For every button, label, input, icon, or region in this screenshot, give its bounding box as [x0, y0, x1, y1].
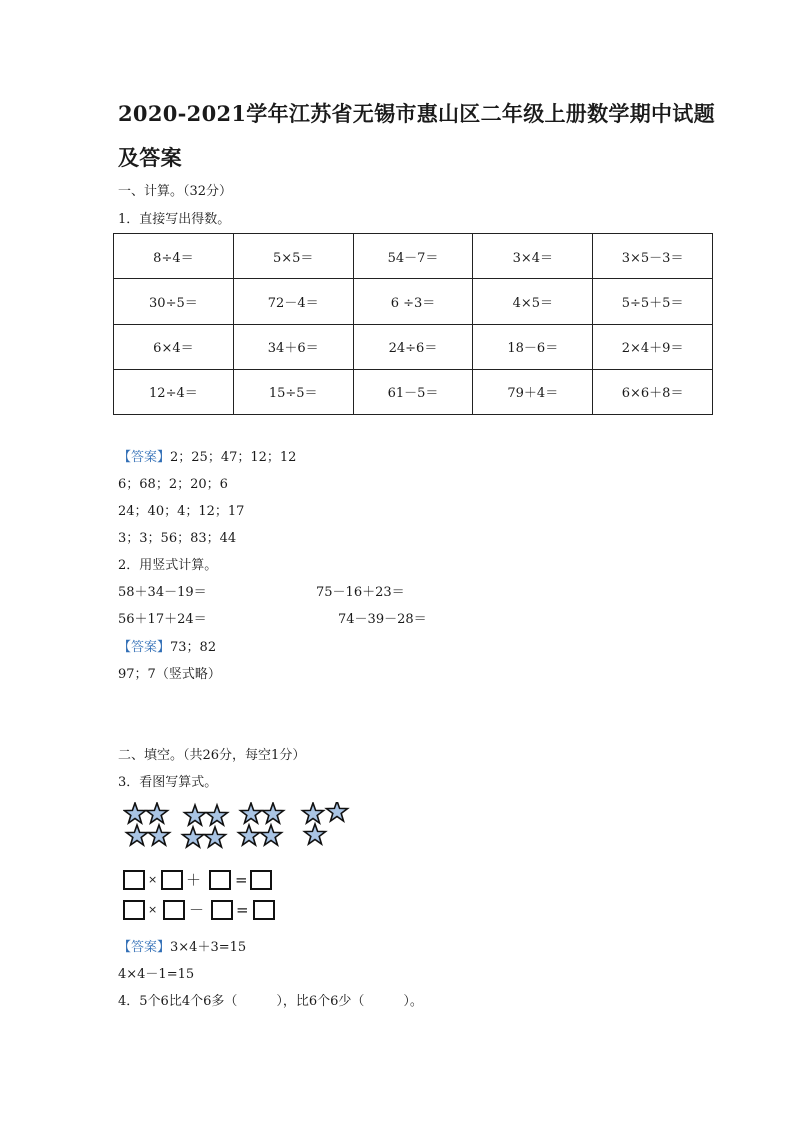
table-cell: 12÷4＝: [114, 369, 234, 414]
table-cell: 72－4＝: [233, 279, 353, 324]
stars-layer: [125, 802, 348, 847]
star-icon: [305, 824, 326, 844]
table-row: [114, 369, 713, 414]
star-icon: [239, 825, 260, 845]
star-icon: [147, 803, 168, 823]
answer-line: [118, 636, 216, 655]
table-cell: 2×4＋9＝: [593, 324, 713, 369]
table-cell: 5÷5＋5＝: [593, 279, 713, 324]
question-1: 1．直接写出得数。: [118, 212, 231, 227]
table-cell: 4×5＝: [473, 279, 593, 324]
answer-line: 6；68；2；20；6: [118, 477, 228, 492]
answer-box: [209, 870, 231, 890]
minus-sign: －: [189, 901, 205, 919]
table-cell: 8÷4＝: [114, 234, 234, 279]
calculation-table: [113, 233, 713, 415]
answer-line: 4×4－1=15: [118, 967, 195, 982]
answer-box: [253, 900, 275, 920]
answer-tag: 【答案】: [118, 640, 171, 655]
table-row: [114, 279, 713, 324]
equals-sign: =: [236, 901, 249, 919]
table-cell: 61－5＝: [353, 369, 473, 414]
question-2: 2．用竖式计算。: [118, 558, 218, 573]
star-groups-image: [123, 802, 363, 852]
star-icon: [125, 803, 146, 823]
table-row: [114, 324, 713, 369]
answer-line: 97；7（竖式略）: [118, 667, 221, 682]
star-icon: [261, 825, 282, 845]
star-icon: [303, 803, 324, 823]
expression: 74－39－28＝: [338, 612, 427, 627]
answer-text: 73；82: [170, 640, 217, 655]
table-cell: 15÷5＝: [233, 369, 353, 414]
star-icon: [207, 805, 228, 825]
equation-template-1: [123, 870, 283, 892]
page-title: 2020-2021学年江苏省无锡市惠山区二年级上册数学期中试题及答案: [118, 101, 715, 170]
table-cell: 3×5－3＝: [593, 234, 713, 279]
expression: 75－16＋23＝: [316, 585, 405, 600]
answer-box: [123, 900, 145, 920]
expression: 56＋17＋24＝: [118, 612, 207, 627]
table-cell: 6×4＝: [114, 324, 234, 369]
section-heading-2: 二、填空。（共26分，每空1分）: [118, 748, 306, 763]
table-cell: 34＋6＝: [233, 324, 353, 369]
answer-line: 24；40；4；12；17: [118, 504, 245, 519]
section-heading-1: 一、计算。（32分）: [118, 184, 233, 199]
star-icon: [127, 825, 148, 845]
times-sign: ×: [148, 873, 158, 886]
equation-template-2: [123, 900, 283, 922]
answer-tag: 【答案】: [118, 940, 171, 955]
star-icon: [205, 827, 226, 847]
answer-box: [163, 900, 185, 920]
star-icon: [327, 802, 348, 821]
expression: 58＋34－19＝: [118, 585, 207, 600]
answer-box: [161, 870, 183, 890]
table-cell: 3×4＝: [473, 234, 593, 279]
star-icon: [185, 805, 206, 825]
answer-box: [250, 870, 272, 890]
answer-tag: 【答案】: [118, 450, 171, 465]
answer-line: [118, 446, 296, 465]
question-4: 4．5个6比4个6多（ ），比6个6少（ ）。: [118, 994, 423, 1009]
table-cell: 24÷6＝: [353, 324, 473, 369]
table-cell: 5×5＝: [233, 234, 353, 279]
plus-sign: ＋: [186, 871, 202, 889]
answer-box: [211, 900, 233, 920]
table-cell: 18－6＝: [473, 324, 593, 369]
times-sign: ×: [148, 903, 158, 916]
table-row: [114, 234, 713, 279]
table-cell: 54－7＝: [353, 234, 473, 279]
star-icon: [241, 803, 262, 823]
star-icon: [263, 803, 284, 823]
table-cell: 6×6＋8＝: [593, 369, 713, 414]
table-cell: 79＋4＝: [473, 369, 593, 414]
star-icon: [149, 825, 170, 845]
answer-line: 3；3；56；83；44: [118, 531, 237, 546]
answer-text: 2；25；47；12；12: [170, 450, 297, 465]
star-icon: [183, 827, 204, 847]
table-cell: 30÷5＝: [114, 279, 234, 324]
question-3: 3．看图写算式。: [118, 775, 218, 790]
answer-box: [123, 870, 145, 890]
answer-text: 3×4＋3=15: [170, 940, 247, 955]
table-cell: 6 ÷3＝: [353, 279, 473, 324]
equals-sign: =: [235, 871, 248, 889]
answer-line: [118, 936, 246, 955]
